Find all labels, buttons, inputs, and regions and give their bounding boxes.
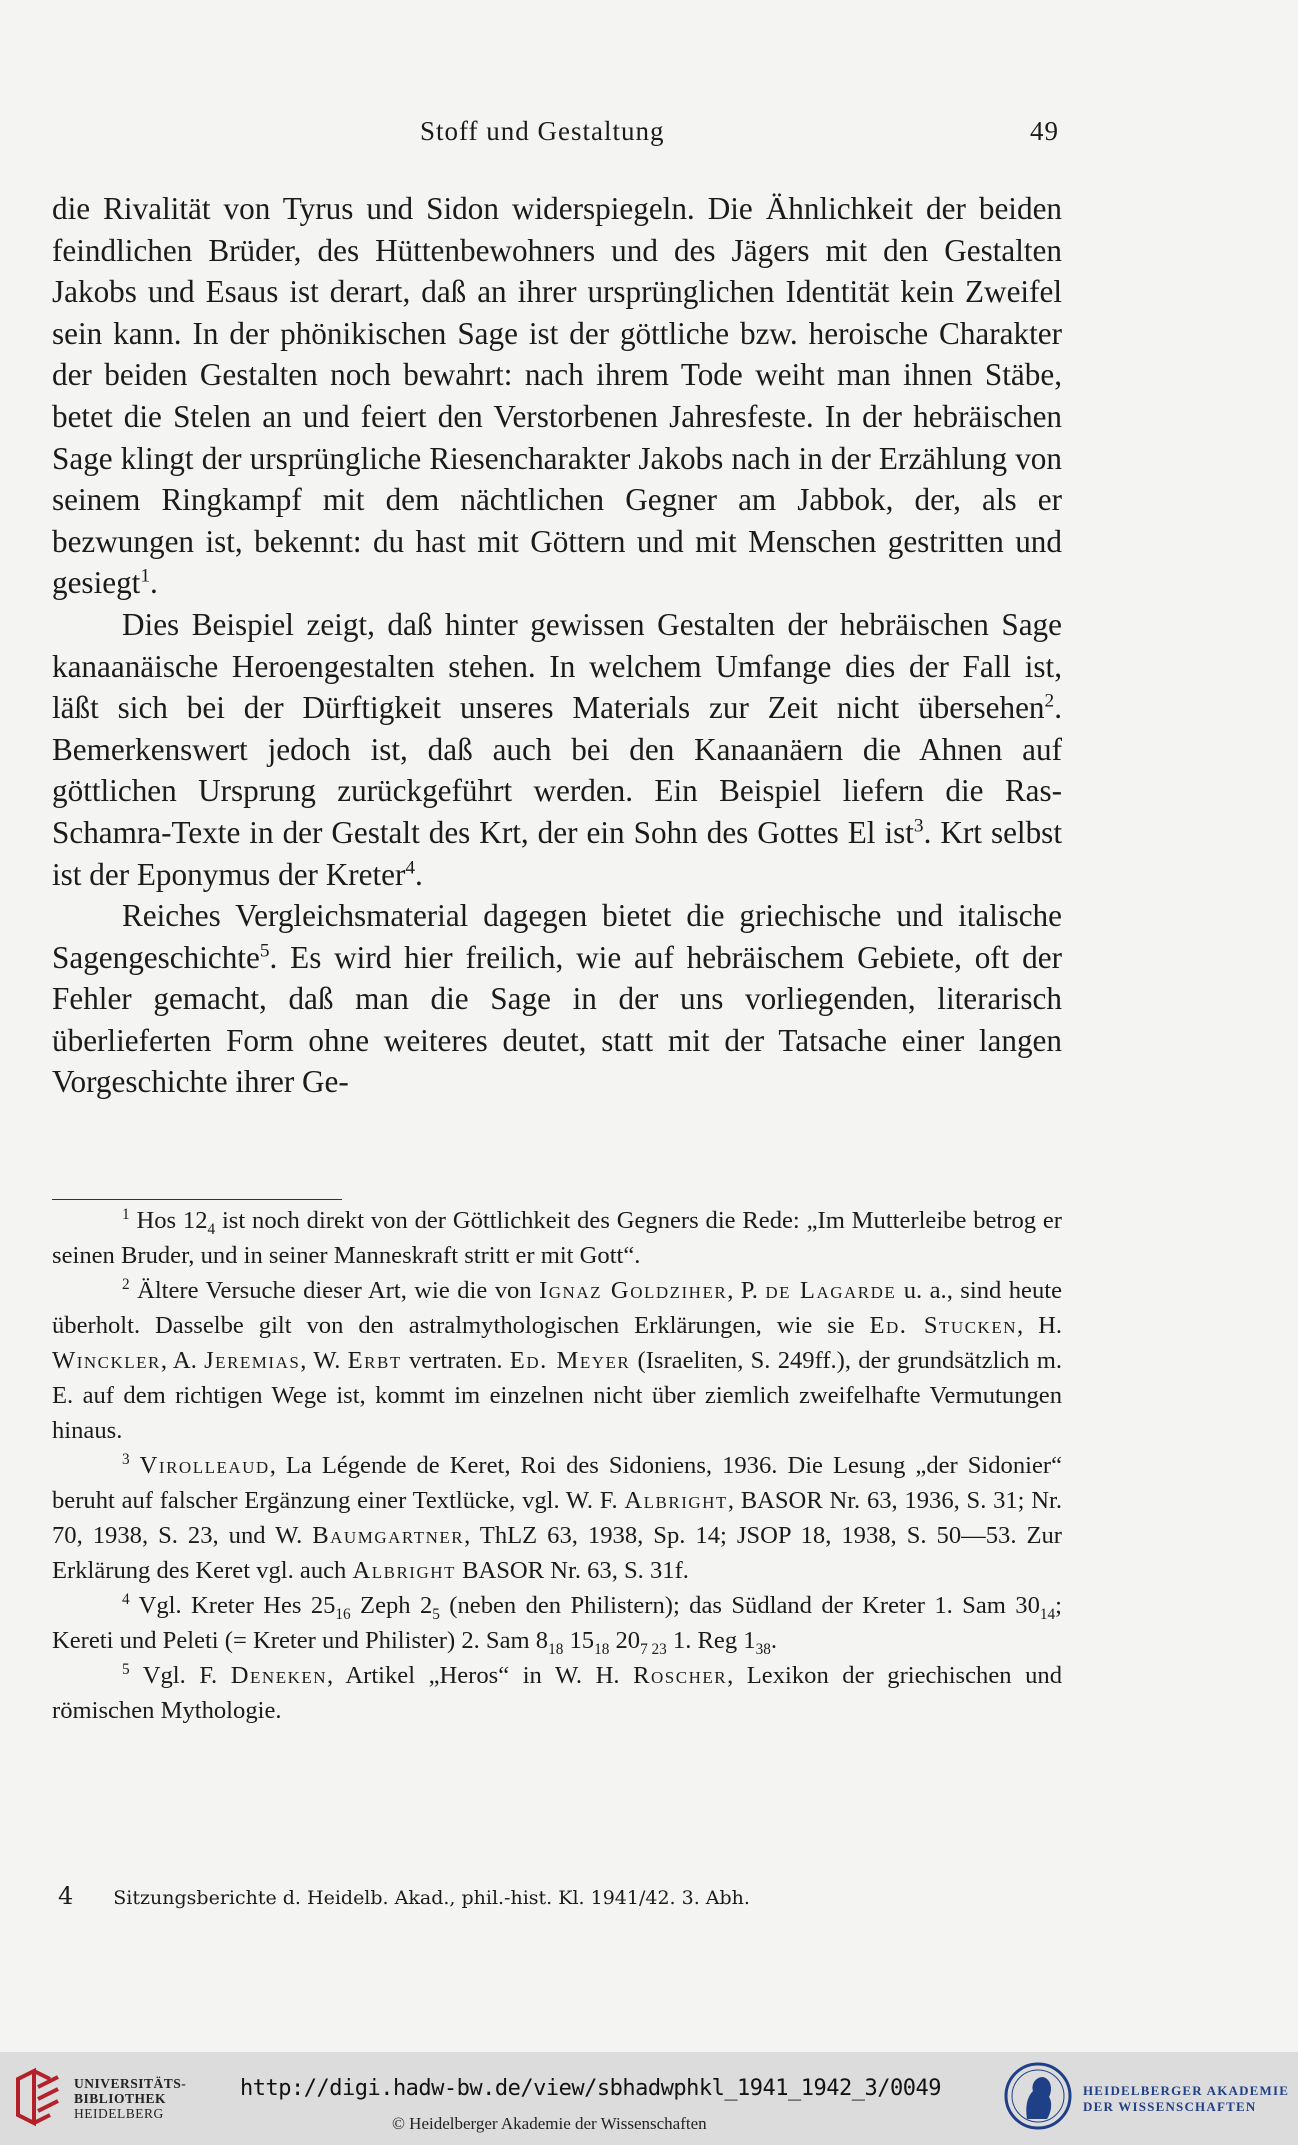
signature-number: 4 [58, 1882, 74, 1910]
paragraph-text: Reiches Vergleichsmaterial dagegen bietet die griechische und italische Sagengeschichte [52, 898, 1062, 975]
footnote-text: (Israeliten, S. 249ff.), der grundsätzlich m. E. auf dem richtigen Wege ist, kommt im einzelnen nicht über ziemlich zweifelhafte Vermutungen hinaus. [52, 1347, 1062, 1444]
footnote-text: , La Légende de Keret, Roi des Sidoniens, 1936. Die Lesung „der Sidonier“ beruht auf falscher Ergänzung einer Textlücke, vgl. W. F. [52, 1452, 1062, 1514]
footnote-1 [52, 1203, 1062, 1273]
author-name: Ignaz Goldziher [539, 1277, 728, 1304]
author-name: Erbt [347, 1347, 402, 1374]
signature-text: Sitzungsberichte d. Heidelb. Akad., phil.-hist. Kl. 1941/42. 3. Abh. [113, 1887, 750, 1909]
verse-subscript: 18 [548, 1640, 564, 1658]
library-name-line: HEIDELBERG [74, 2106, 164, 2121]
paragraph-2 [52, 604, 1062, 895]
verse-subscript: 4 [207, 1220, 216, 1238]
footnote-2 [52, 1273, 1062, 1448]
running-title: Stoff und Gestaltung [420, 116, 665, 146]
university-library-logo-icon[interactable] [14, 2067, 64, 2127]
footnote-number: 3 [122, 1450, 130, 1468]
footnote-text: ist noch direkt von der Göttlichkeit des Gegners die Rede: „Im Mutterleibe betrog er seinen Bruder, und in seiner Manneskraft stritt er mit Gott“. [52, 1207, 1062, 1269]
footnote-4 [52, 1588, 1062, 1658]
author-name: de Lagarde [765, 1277, 897, 1304]
footnote-text: BASOR Nr. 63, S. 31f. [455, 1557, 689, 1584]
paragraph-text: . Es wird hier freilich, wie auf hebräischem Gebiete, oft der Fehler gemacht, daß man die Sage in der uns vorliegenden, literarisch überlieferten Form ohne weiteres deutet, statt mit der Tatsache einer langen Vorgeschichte ihrer Ge- [52, 939, 1062, 1100]
verse-subscript: 38 [755, 1640, 771, 1658]
footnote-text: vertraten. [401, 1347, 510, 1374]
footnote-text: 20 [609, 1627, 641, 1654]
footnote-divider [52, 1199, 342, 1200]
footnote-number: 4 [122, 1590, 130, 1608]
academy-name-line: HEIDELBERGER AKADEMIE [1083, 2083, 1290, 2098]
author-name: Ed. Meyer [509, 1347, 631, 1374]
footnote-text: . [770, 1627, 777, 1654]
author-name: Winckler [52, 1347, 161, 1374]
footnote-text: 15 [563, 1627, 595, 1654]
footnote-text: , A. [160, 1347, 205, 1374]
paragraph-text: . Bemerkenswert jedoch ist, daß auch bei den Kanaanäern die Ahnen auf göttlichen Ursprung zurückgeführt werden. Ein Beispiel liefern die Ras-Schamra-Texte in der Gestalt des Krt, der ein Sohn des Gottes El ist [52, 690, 1062, 850]
university-library-name [74, 2076, 186, 2121]
footnote-text: 1. Reg 1 [666, 1627, 756, 1654]
verse-subscript: 16 [335, 1605, 351, 1623]
footnote-text: Vgl. F. [129, 1662, 231, 1689]
permalink-url[interactable]: http://digi.hadw-bw.de/view/sbhadwphkl_1941_1942_3/0049 [240, 2076, 941, 2101]
footnote-text: , H. [1016, 1312, 1062, 1339]
verse-subscript: 14 [1039, 1605, 1056, 1623]
page-number: 49 [1030, 116, 1059, 146]
footnote-number: 2 [122, 1275, 130, 1293]
main-text [52, 188, 1062, 1103]
footnote-ref: 3 [913, 815, 924, 837]
footnote-text: , W. [300, 1347, 348, 1374]
verse-subscript: 7 23 [640, 1640, 667, 1658]
library-name-line: BIBLIOTHEK [74, 2091, 167, 2106]
paragraph-1 [52, 188, 1062, 604]
footnote-text: , P. [727, 1277, 766, 1304]
footnote-text: , ThLZ 63, 1938, Sp. 14; JSOP 18, 1938, S. 50—53. Zur Erklärung des Keret vgl. auch [52, 1522, 1062, 1584]
paragraph-text: . [415, 856, 423, 892]
footnote-text: ; Kereti und Peleti (= Kreter und Philister) 2. Sam 8 [52, 1592, 1062, 1654]
verse-subscript: 5 [432, 1605, 440, 1623]
author-name: Albright [352, 1557, 456, 1584]
signature-line [58, 1882, 1058, 1910]
footnote-text: Vgl. Kreter Hes 25 [129, 1592, 336, 1619]
running-header [0, 112, 1298, 152]
verse-subscript: 18 [594, 1640, 610, 1658]
footnote-text: , BASOR Nr. 63, 1936, S. 31; Nr. 70, 1938, S. 23, und W. [52, 1487, 1062, 1549]
author-name: Deneken [230, 1662, 328, 1689]
paragraph-text: . [150, 565, 158, 601]
academy-logo-icon[interactable] [1003, 2059, 1073, 2133]
author-name: Virolleaud [139, 1452, 270, 1479]
footnotes [52, 1203, 1062, 1728]
academy-name-line: DER WISSENSCHAFTEN [1083, 2099, 1257, 2114]
author-name: Ed. Stucken [869, 1312, 1017, 1339]
footnote-ref: 1 [140, 565, 151, 587]
academy-name [1083, 2083, 1289, 2115]
paragraph-text: Dies Beispiel zeigt, daß hinter gewissen Gestalten der hebräischen Sage kanaanäische Heroengestalten stehen. In welchem Umfange dies der Fall ist, läßt sich bei der Dürftigkeit unseres Materials zur Zeit nicht übersehen [52, 606, 1062, 726]
author-name: Albright [624, 1487, 728, 1514]
footnote-ref: 5 [259, 940, 270, 962]
footnote-number: 1 [122, 1205, 130, 1223]
paragraph-3 [52, 895, 1062, 1103]
paragraph-text: . Krt selbst ist der Eponymus der Kreter [52, 814, 1062, 892]
copyright-notice: © Heidelberger Akademie der Wissenschaften [392, 2114, 707, 2133]
footnote-text: (neben den Philistern); das Südland der Kreter 1. Sam 30 [439, 1592, 1040, 1619]
footnote-text: Zeph 2 [350, 1592, 433, 1619]
footnote-number: 5 [122, 1660, 130, 1678]
footnote-ref: 4 [405, 857, 416, 879]
author-name: Baumgartner [312, 1522, 465, 1549]
author-name: Roscher [633, 1662, 728, 1689]
footnote-text: , Lexikon der griechischen und römischen Mythologie. [52, 1662, 1062, 1724]
library-name-line: UNIVERSITÄTS- [74, 2076, 187, 2091]
footnote-text: Hos 12 [129, 1207, 208, 1234]
footnote-text: u. a., sind heute überholt. Dasselbe gilt von den astralmythologischen Erklärungen, wie sie [52, 1277, 1062, 1339]
footnote-ref: 2 [1044, 690, 1055, 712]
footnote-5 [52, 1658, 1062, 1728]
footnote-text: , Artikel „Heros“ in W. H. [327, 1662, 634, 1689]
footnote-text: Ältere Versuche dieser Art, wie die von [129, 1277, 540, 1304]
paragraph-text: die Rivalität von Tyrus und Sidon widerspiegeln. Die Ähnlichkeit der beiden feindlichen Brüder, des Hüttenbewohners und des Jägers mit den Gestalten Jakobs und Esaus ist derart, daß an ihrer ursprünglichen Identität kein Zweifel sein kann. In der phönikischen Sage ist der göttliche bzw. heroische Charakter der beiden Gestalten noch bewahrt: nach ihrem Tode weiht man ihnen Stäbe, betet die Stelen an und feiert den Verstorbenen Jahresfeste. In der hebräischen Sage klingt der ursprüngliche Riesencharakter Jakobs nach in der Erzählung von seinem Ringkampf mit dem nächtlichen Gegner am Jabbok, der, als er bezwungen ist, bekennt: du hast mit Göttern und mit Menschen gestritten und gesiegt [52, 191, 1062, 601]
author-name: Jeremias [204, 1347, 301, 1374]
footnote-3 [52, 1448, 1062, 1588]
